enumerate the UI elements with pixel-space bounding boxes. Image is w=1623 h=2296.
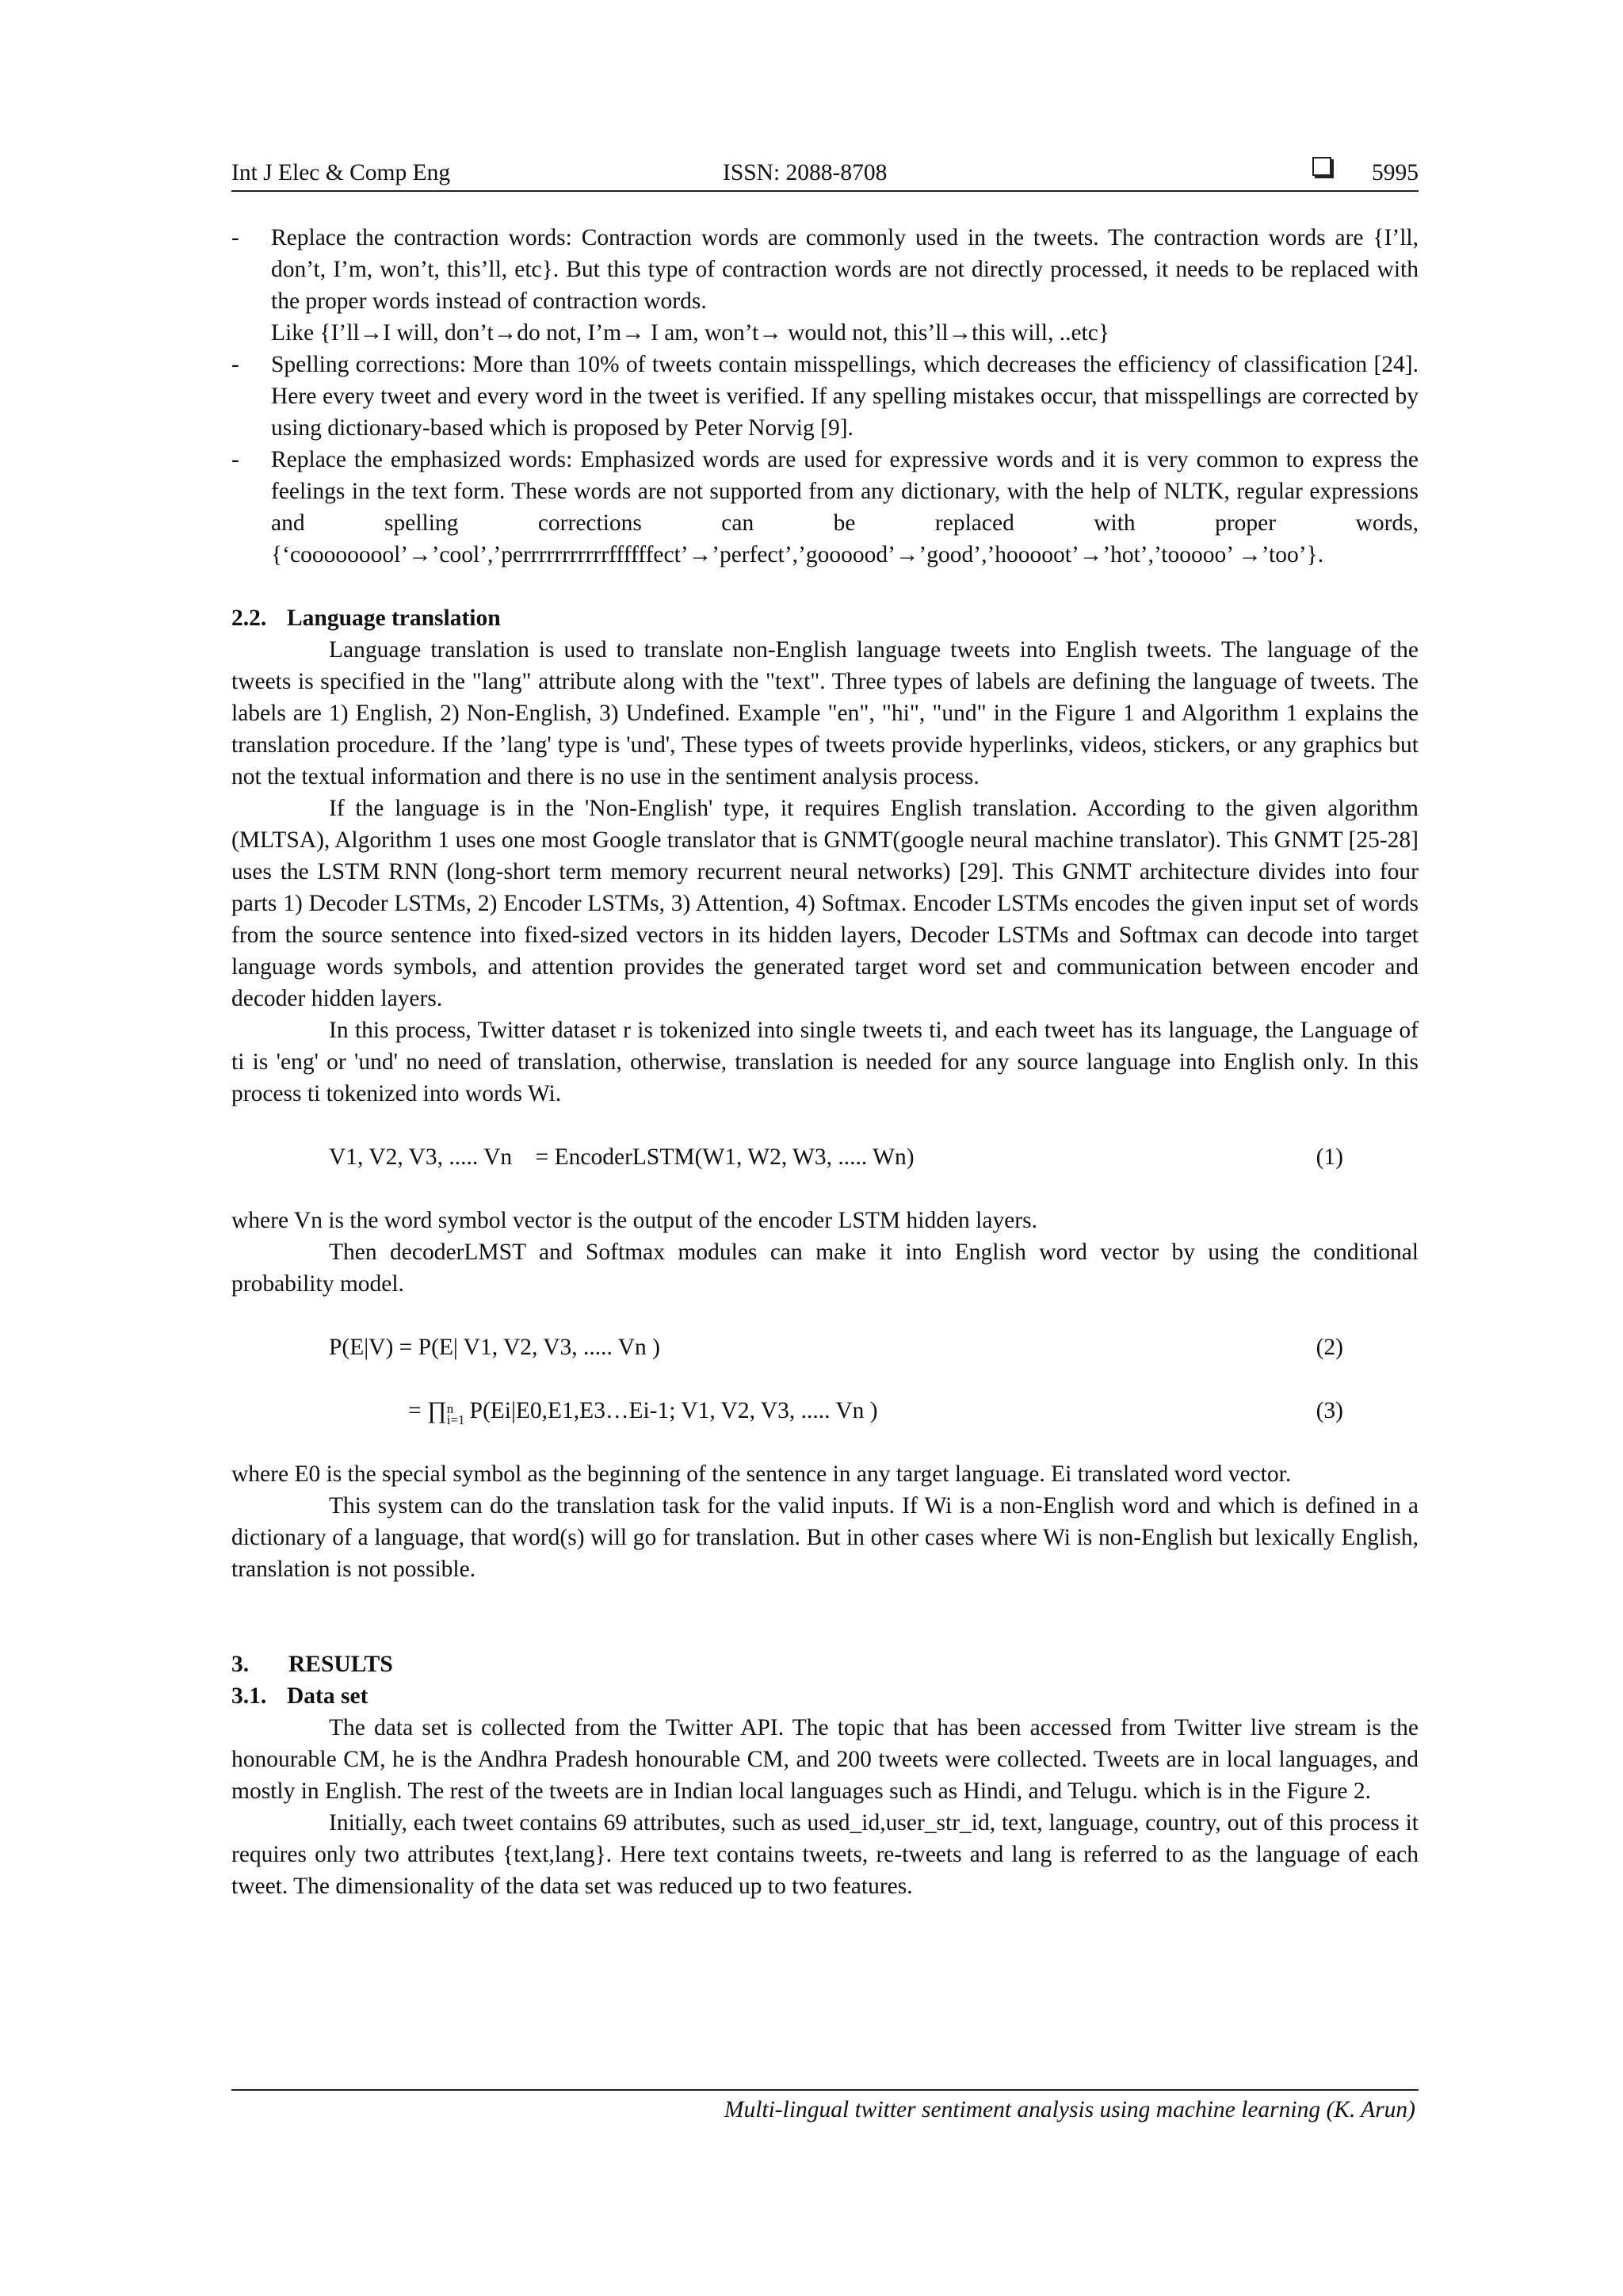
paragraph: where Vn is the word symbol vector is the output of the encoder LSTM hidden layers. <box>231 1208 1037 1233</box>
equation-number: (2) <box>1316 1335 1343 1360</box>
page-header <box>231 151 1419 192</box>
equation-1 <box>329 1141 1419 1173</box>
paragraph: where E0 is the special symbol as the beginning of the sentence in any target language. Ei translated word vector. <box>231 1461 1292 1487</box>
section-number: 2.2. <box>231 606 267 631</box>
page-footer: Multi-lingual twitter sentiment analysis using machine learning (K. Arun) <box>724 2097 1415 2122</box>
product-symbol: ∏ <box>427 1397 447 1423</box>
paragraph: Initially, each tweet contains 69 attributes, such as used_id,user_str_id, text, language, country, out of this process it requires only two attributes {text,lang}. Here text contains tweets, re-tweets and lang is referred to as the language of each tweet. The dimensionality of the data set was reduced up to two features. <box>231 1810 1419 1899</box>
page-content <box>231 222 1419 1902</box>
journal-name: Int J Elec & Comp Eng <box>231 160 451 185</box>
list-item-text: Replace the emphasized words: Emphasized words are used for expressive words and it is very common to express the feelings in the text form. These words are not supported from any dictionary, with the help of NLTK, regular expressions and spelling corrections can be replaced with proper words, {‘cooooooool’→’cool’,’perrrrrrrrrrrffffffect’→’perfect’,’goooood’→’good’,’hooooot’→’hot’,’tooooo’ →’too’}. <box>271 447 1419 567</box>
equation-text: P(Ei|E0,E1,E3…Ei-1; V1, V2, V3, ..... Vn ) <box>469 1398 878 1423</box>
subsection-heading <box>231 1680 1419 1712</box>
list-item <box>231 444 1419 571</box>
checkbox-square-icon <box>1312 157 1331 176</box>
paragraph: The data set is collected from the Twitter API. The topic that has been accessed from Twitter live stream is the honourable CM, he is the Andhra Pradesh honourable CM, and 200 tweets were collected. Tweets are in local languages, and mostly in English. The rest of the tweets are in Indian local languages such as Hindi, and Telugu. which is in the Figure 2. <box>231 1715 1419 1804</box>
equation-lhs: V1, V2, V3, ..... Vn <box>329 1144 513 1170</box>
paragraph: This system can do the translation task for the valid inputs. If Wi is a non-English word and which is defined in a dictionary of a language, that word(s) will go for translation. But in other cases where Wi is non-English but lexically English, translation is not possible. <box>231 1493 1419 1582</box>
section-title: RESULTS <box>288 1652 393 1677</box>
page-number: 5995 <box>1372 160 1419 185</box>
equation-rhs: = EncoderLSTM(W1, W2, W3, ..... Wn) <box>535 1144 915 1170</box>
list-item <box>231 222 1419 349</box>
list-item-text: Replace the contraction words: Contraction words are commonly used in the tweets. The contraction words are {I’ll, don’t, I’m, won’t, this’ll, etc}. But this type of contraction words are not directly processed, it needs to be replaced with the proper words instead of contraction words. <box>271 225 1419 314</box>
section-heading <box>231 1648 1419 1680</box>
section-title: Language translation <box>287 606 501 631</box>
paragraph: Language translation is used to translate non-English language tweets into English tweets. The language of the tweets is specified in the "lang" attribute along with the "text". Three types of labels are defining the language of tweets. The labels are 1) English, 2) Non-English, 3) Undefined. Example "en", "hi", "und" in the Figure 1 and Algorithm 1 explains the translation procedure. If the ’lang' type is 'und', These types of tweets provide hyperlinks, videos, stickers, or any graphics but not the textual information and there is no use in the sentiment analysis process. <box>231 637 1419 789</box>
paragraph: If the language is in the 'Non-English' type, it requires English translation. According to the given algorithm (MLTSA), Algorithm 1 uses one most Google translator that is GNMT(google neural machine translator). This GNMT [25-28] uses the LSTM RNN (long-short term memory recurrent neural networks) [29]. This GNMT architecture divides into four parts 1) Decoder LSTMs, 2) Encoder LSTMs, 3) Attention, 4) Softmax. Encoder LSTMs encodes the given input set of words from the source sentence into fixed-sized vectors in its hidden layers, Decoder LSTMs and Softmax can decode into target language words symbols, and attention provides the generated target word set and communication between encoder and decoder hidden layers. <box>231 796 1419 1011</box>
equation-number: (1) <box>1316 1144 1343 1170</box>
equation-number: (3) <box>1316 1398 1343 1423</box>
product-lower-limit: i=1 <box>446 1412 465 1427</box>
preprocessing-list <box>231 222 1419 571</box>
paragraph: In this process, Twitter dataset r is tokenized into single tweets ti, and each tweet has its language, the Language of ti is 'eng' or 'und' no need of translation, otherwise, translation is needed for any source language into English only. In this process ti tokenized into words Wi. <box>231 1018 1419 1106</box>
footer-divider <box>231 2089 1419 2091</box>
equation-text: P(E|V) = P(E| V1, V2, V3, ..... Vn ) <box>329 1335 660 1360</box>
section-title: Data set <box>287 1683 369 1709</box>
list-item <box>231 349 1419 444</box>
paragraph: Then decoderLMST and Softmax modules can make it into English word vector by using the conditional probability model. <box>231 1240 1419 1297</box>
equation-2 <box>329 1331 1419 1363</box>
section-number: 3. <box>231 1652 250 1677</box>
section-number: 3.1. <box>231 1683 267 1709</box>
section-heading <box>231 602 1419 634</box>
issn: ISSN: 2088-8708 <box>723 160 888 185</box>
equation-prefix: = <box>408 1398 428 1423</box>
list-item-text: Spelling corrections: More than 10% of tweets contain misspellings, which decreases the efficiency of classification [24]. Here every tweet and every word in the tweet is verified. If any spelling mistakes occur, that misspellings are corrected by using dictionary-based which is proposed by Peter Norvig [9]. <box>271 352 1419 441</box>
list-item-example: Like {I’ll→I will, don’t→do not, I’m→ I am, won’t→ would not, this’ll→this will, ..etc} <box>271 320 1109 346</box>
product-upper-limit: n <box>446 1401 454 1416</box>
equation-3 <box>408 1395 1419 1427</box>
